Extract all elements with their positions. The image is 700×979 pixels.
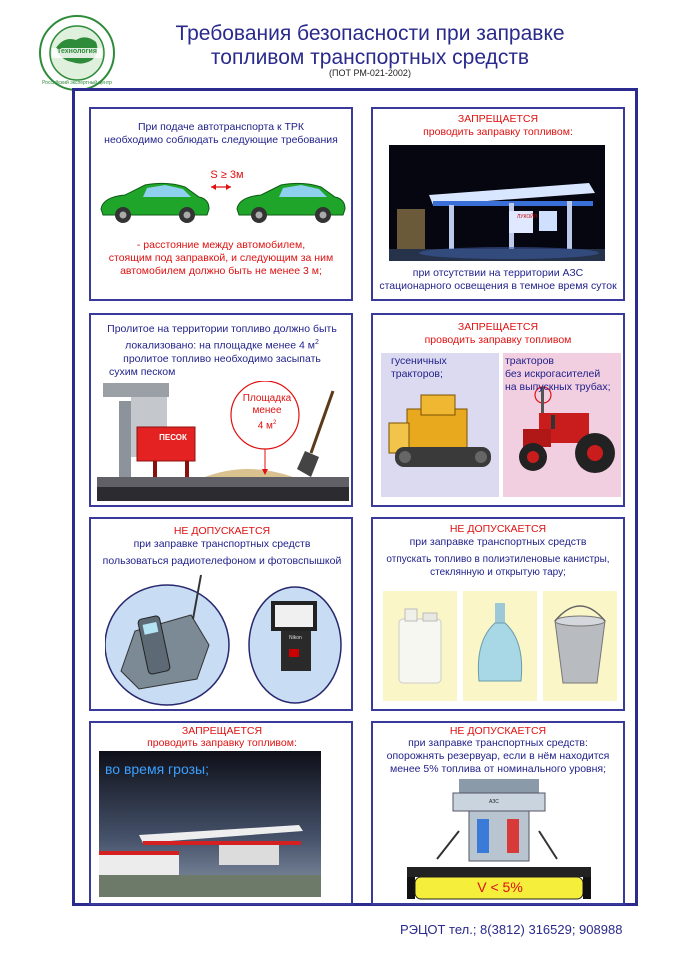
logo-text: Технология (57, 48, 97, 55)
crawler-label (391, 355, 447, 381)
panel-containers-body (373, 553, 623, 579)
circle-line-3-sup: 2 (272, 420, 277, 426)
panel-phone-subheading: при заправке транспортных средств (133, 538, 311, 550)
car-left-icon (101, 183, 209, 223)
glass-bottle-photo (463, 591, 537, 701)
panel-night-lighting (371, 107, 625, 301)
panel-thunderstorm (89, 721, 353, 905)
panel-night-body-2: стационарного освещения в темное время суток (379, 280, 617, 292)
panel-phone-flash (89, 517, 353, 711)
tank-level-label: V < 5% (477, 879, 523, 895)
page-title (120, 22, 620, 70)
panel-spilled-fuel (89, 313, 353, 507)
panel-containers-body-2: стеклянную и открытую тару; (430, 567, 566, 578)
poster-frame (72, 88, 638, 906)
wheeled-label (505, 355, 611, 394)
panel-storm-subheading: проводить заправку топливом: (147, 737, 297, 749)
title-line-2: топливом транспортных средств (210, 46, 530, 69)
panel-night-heading: ЗАПРЕЩАЕТСЯ (457, 113, 539, 125)
panel-storm-heading: ЗАПРЕЩАЕТСЯ (181, 725, 263, 737)
sand-box-label: ПЕСОК (159, 433, 187, 442)
camera-flash-icon (249, 587, 341, 703)
circle-line-3 (232, 417, 302, 432)
flash-brand: Nikon (289, 635, 302, 641)
footer-contact: РЭЦОТ тел.; 8(3812) 316529; 908988 (400, 922, 623, 937)
panel-containers-heading: НЕ ДОПУСКАЕТСЯ (449, 523, 547, 535)
panel-distance-heading (91, 121, 351, 147)
panel-tractors-subheading: проводить заправку топливом (424, 334, 572, 346)
panel-tank-body-2: менее 5% топлива от номинального уровня; (389, 763, 607, 775)
panel-containers-subheading: при заправке транспортных средств (409, 536, 587, 548)
panel-spill-line-1: Пролитое на территории топливо должно быть (107, 323, 337, 335)
panel-tractors-heading: ЗАПРЕЩАЕТСЯ (457, 321, 539, 333)
station-sign: ЛУКОЙЛ (517, 214, 538, 220)
distance-label: S ≥ 3м (210, 169, 244, 181)
panel-distance (89, 107, 353, 301)
panel-night-subheading: проводить заправку топливом: (423, 126, 573, 138)
pump-sign: АЗС (489, 799, 499, 805)
logo (38, 14, 116, 92)
panel-night-body-1: при отсутствии на территории АЗС (412, 267, 584, 279)
panel-distance-body-2: стоящим под заправкой, и следующим за ним (108, 252, 334, 264)
wheeled-tractor-photo (503, 353, 621, 497)
panel-tank-heading: НЕ ДОПУСКАЕТСЯ (449, 725, 547, 737)
panel-spill-line-2 (91, 336, 353, 353)
spill-area-circle-label (232, 393, 302, 432)
panel-tank-level (371, 721, 625, 905)
wheeled-label-1: тракторов (505, 355, 554, 367)
metal-bucket-photo (543, 591, 617, 701)
crawler-label-2: тракторов; (391, 368, 443, 380)
wheeled-label-2: без искрогасителей (505, 368, 601, 380)
panel-phone-heading: НЕ ДОПУСКАЕТСЯ (173, 525, 271, 537)
panel-spill-line-3: пролитое топливо необходимо засыпать (123, 352, 321, 365)
panel-tank-body-1: опорожнять резервуар, если в нём находится (386, 750, 610, 762)
storm-station-photo (99, 751, 321, 897)
panel-spill-text (91, 323, 353, 379)
title-line-1: Требования безопасности при заправке (175, 22, 565, 45)
distance-arrow-icon (211, 184, 231, 190)
panel-distance-body-1: - расстояние между автомобилем, (136, 239, 306, 251)
phone-flash-illustration (105, 571, 345, 707)
panel-distance-body (91, 239, 351, 278)
storm-overlay-text: во время грозы; (105, 761, 209, 777)
panel-distance-body-3: автомобилем должно быть не менее 3 м; (120, 265, 322, 277)
panel-phone-body: пользоваться радиотелефоном и фотовспышкой (102, 555, 342, 567)
panel-tank-body (373, 750, 623, 776)
sand-illustration (97, 381, 349, 501)
radiotelephone-icon (105, 575, 229, 705)
wheeled-label-3: на выпускных трубах; (505, 381, 611, 393)
panel-spill-line-4: сухим песком (109, 365, 176, 378)
circle-line-2: менее (252, 405, 282, 416)
car-right-icon (237, 183, 345, 223)
panel-tank-subheading: при заправке транспортных средств: (408, 737, 588, 749)
logo-ring-text: Российский экспертный центр (42, 80, 112, 86)
panel-containers-body-1: отпускать топливо в полиэтиленовые канистры, (386, 554, 610, 565)
panel-distance-heading-1: При подаче автотранспорта к ТРК (137, 121, 305, 133)
panel-spill-line-2-text: локализовано: на площадке менее 4 м (125, 339, 315, 352)
plastic-canister-photo (383, 591, 457, 701)
panel-tractors (371, 313, 625, 507)
panel-containers (371, 517, 625, 711)
panel-night-body (373, 267, 623, 293)
panel-distance-heading-2: необходимо соблюдать следующие требования (104, 134, 338, 146)
circle-line-1: Площадка (242, 393, 292, 404)
panel-spill-line-2-sup: 2 (314, 339, 319, 346)
circle-line-3-text: 4 м (257, 420, 273, 432)
page-subtitle: (ПОТ РМ-021-2002) (329, 68, 411, 78)
crawler-label-1: гусеничных (391, 355, 447, 367)
crawler-tractor-photo (381, 353, 499, 497)
night-station-photo (389, 145, 605, 261)
